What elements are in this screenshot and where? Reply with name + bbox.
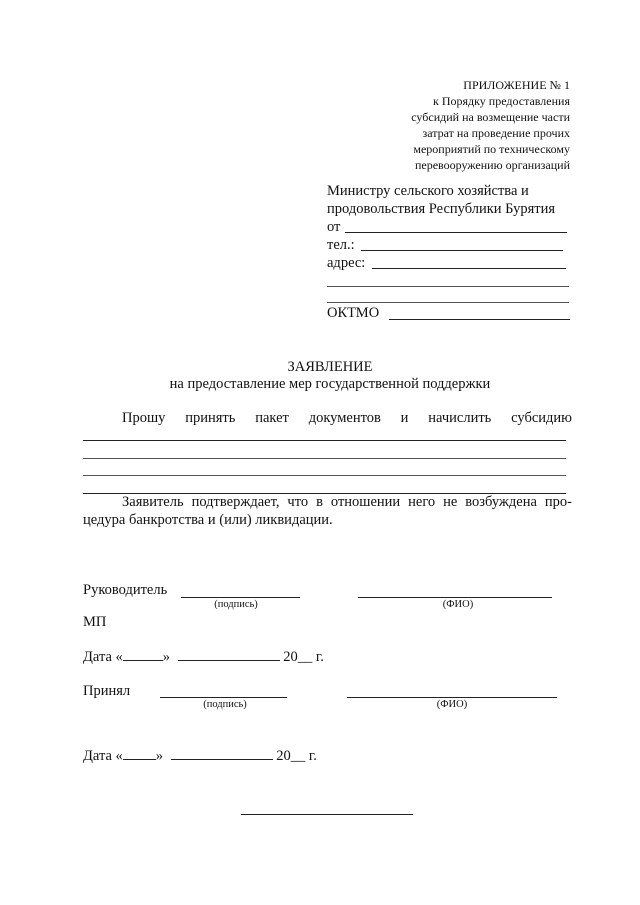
from-label: от xyxy=(327,219,341,235)
date-day-blank[interactable] xyxy=(123,747,156,760)
request-word: Прошу xyxy=(122,410,166,426)
date-prefix: Дата « xyxy=(83,649,123,665)
annex-line: мероприятий по техническому xyxy=(413,142,570,156)
date-mid: » xyxy=(162,649,171,665)
head-label: Руководитель xyxy=(83,582,168,598)
date-prefix: Дата « xyxy=(83,748,123,764)
request-word: начислить xyxy=(428,410,492,426)
oktmo-input-line[interactable] xyxy=(389,319,570,320)
document-title: ЗАЯВЛЕНИЕ xyxy=(287,359,373,375)
bottom-signature-line[interactable] xyxy=(241,814,413,815)
accepted-label: Принял xyxy=(83,683,131,699)
request-word: пакет xyxy=(255,410,289,426)
date-month-blank[interactable] xyxy=(171,747,273,760)
request-sentence xyxy=(122,409,572,427)
request-word: субсидию xyxy=(511,410,572,426)
fio-caption: (ФИО) xyxy=(442,599,474,610)
confirmation-line2: цедура банкротства и (или) ликвидации. xyxy=(83,512,333,528)
head-signature-line[interactable] xyxy=(181,597,300,598)
date-1 xyxy=(83,648,324,666)
date-day-blank[interactable] xyxy=(123,648,163,661)
date-year: 20__ г. xyxy=(276,748,317,764)
addressee-minister-line1: Министру сельского хозяйства и xyxy=(327,183,529,199)
request-blank-line[interactable] xyxy=(83,458,566,459)
accepted-fio-caption: (ФИО) xyxy=(436,699,468,710)
document-subtitle: на предоставление мер государственной поддержки xyxy=(169,376,491,392)
address-label: адрес: xyxy=(327,255,366,271)
stamp-label: МП xyxy=(83,614,107,630)
annex-line: перевооружению организаций xyxy=(414,158,570,172)
phone-label: тел.: xyxy=(327,237,355,253)
address-extra-line[interactable] xyxy=(327,302,569,303)
address-extra-line[interactable] xyxy=(327,286,569,287)
from-input-line[interactable] xyxy=(345,232,567,233)
annex-block xyxy=(411,77,570,173)
date-mid: » xyxy=(155,748,164,764)
request-word: принять xyxy=(185,410,236,426)
date-2 xyxy=(83,747,317,765)
accepted-signature-line[interactable] xyxy=(160,697,287,698)
signature-caption: (подпись) xyxy=(214,599,258,610)
request-blank-line[interactable] xyxy=(83,475,566,476)
annex-line: субсидий на возмещение части xyxy=(411,110,570,124)
annex-heading: ПРИЛОЖЕНИЕ № 1 xyxy=(463,78,570,92)
confirmation-line1: Заявитель подтверждает, что в отношении него не возбуждена про- xyxy=(122,494,572,510)
phone-input-line[interactable] xyxy=(361,250,563,251)
request-word: документов xyxy=(308,410,381,426)
request-word: и xyxy=(400,410,409,426)
annex-line: к Порядку предоставления xyxy=(432,94,570,108)
date-year: 20__ г. xyxy=(283,649,324,665)
oktmo-label: ОКТМО xyxy=(327,305,380,321)
request-blank-line[interactable] xyxy=(83,440,566,441)
addressee-minister-line2: продовольствия Республики Бурятия xyxy=(327,201,556,217)
date-month-blank[interactable] xyxy=(178,648,280,661)
annex-line: затрат на проведение прочих xyxy=(422,126,570,140)
accepted-fio-line[interactable] xyxy=(347,697,557,698)
address-input-line[interactable] xyxy=(372,268,566,269)
accepted-signature-caption: (подпись) xyxy=(203,699,247,710)
head-fio-line[interactable] xyxy=(358,597,552,598)
